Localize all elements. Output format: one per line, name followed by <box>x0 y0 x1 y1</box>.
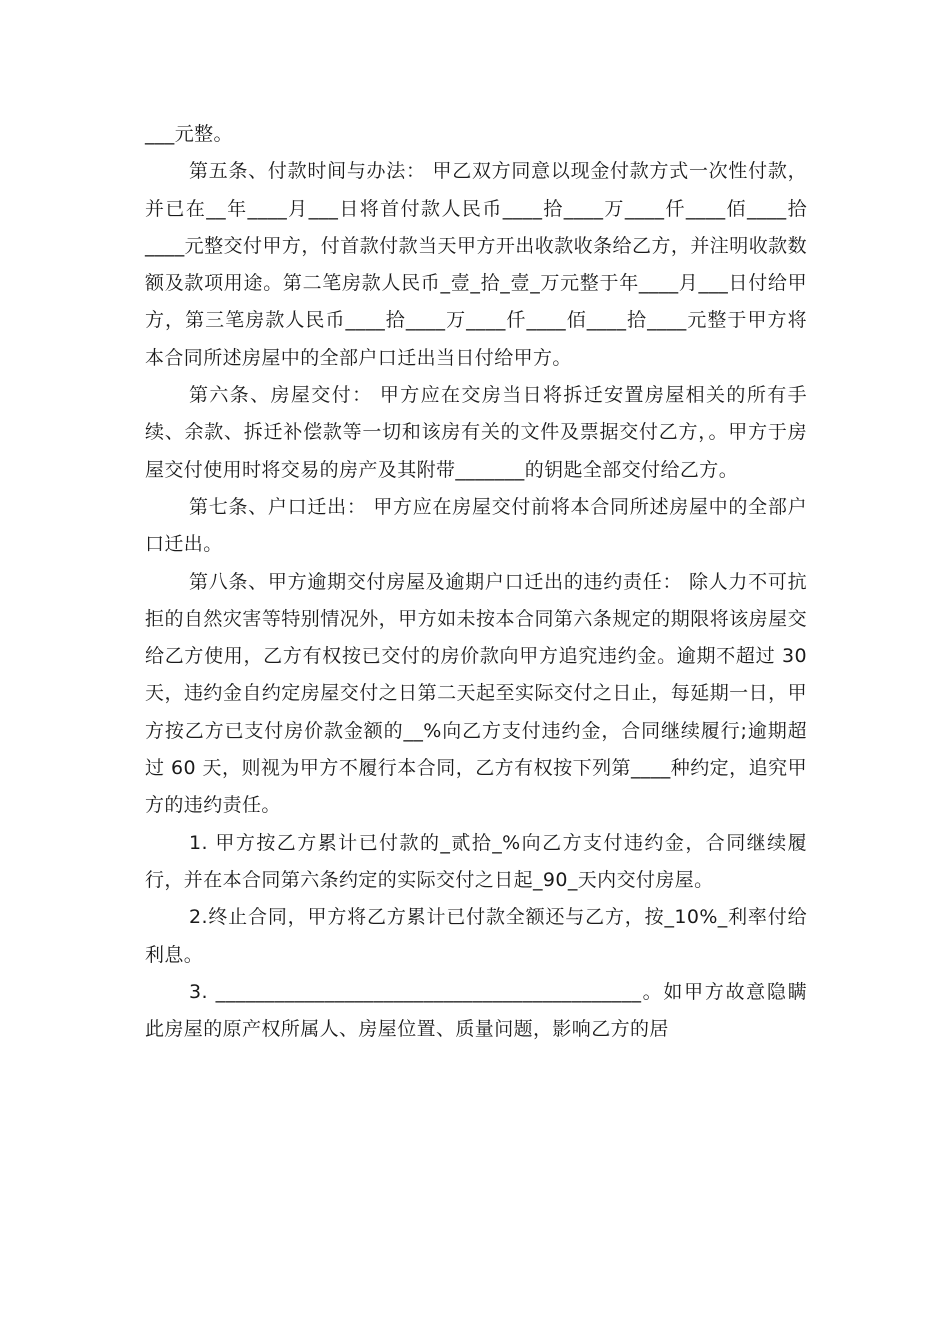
paragraph-article-5: 第五条、付款时间与办法： 甲乙双方同意以现金付款方式一次性付款，并已在__年____月___日将首付款人民币____拾____万____仟____佰____拾____元整交付甲方，付首款付款当天甲方开出收款收条给乙方，并注明收款数额及款项用途。第二笔房款人民币_壹_拾_壹_万元整于年____月___日付给甲方，第三笔房款人民币____拾____万____仟____佰____拾____元整于甲方将本合同所述房屋中的全部户口迁出当日付给甲方。 <box>145 160 807 369</box>
paragraph-clause-2: 2.终止合同，甲方将乙方累计已付款全额还与乙方，按_10%_利率付给利息。 <box>145 906 807 966</box>
paragraph-article-7: 第七条、户口迁出： 甲方应在房屋交付前将本合同所述房屋中的全部户口迁出。 <box>145 495 807 556</box>
paragraph-article-8: 第八条、甲方逾期交付房屋及逾期户口迁出的违约责任： 除人力不可抗拒的自然灾害等特别情况外，甲方如未按本合同第六条规定的期限将该房屋交给乙方使用，乙方有权按已交付的房价款向甲方追究违约金。逾期不超过 30 天，违约金自约定房屋交付之日第二天起至实际交付之日止，每延期一日，甲方按乙方已支付房价款金额的__%向乙方支付违约金，合同继续履行;逾期超过 60 天，则视为甲方不履行本合同，乙方有权按下列第____种约定，追究甲方的违约责任。 <box>145 570 807 817</box>
document-body <box>145 116 807 1048</box>
paragraph-amount-end: ___元整。 <box>145 123 233 145</box>
paragraph-article-6: 第六条、房屋交付： 甲方应在交房当日将拆迁安置房屋相关的所有手续、余款、拆迁补偿款等一切和该房有关的文件及票据交付乙方，。甲方于房屋交付使用时将交易的房产及其附带_______的钥匙全部交付给乙方。 <box>145 384 807 481</box>
paragraph-clause-3: 3. ___________________________________________。如甲方故意隐瞒此房屋的原产权所属人、房屋位置、质量问题，影响乙方的居 <box>145 980 807 1041</box>
paragraph-clause-1: 1. 甲方按乙方累计已付款的_贰拾_%向乙方支付违约金，合同继续履行，并在本合同第六条约定的实际交付之日起_90_天内交付房屋。 <box>145 831 807 891</box>
